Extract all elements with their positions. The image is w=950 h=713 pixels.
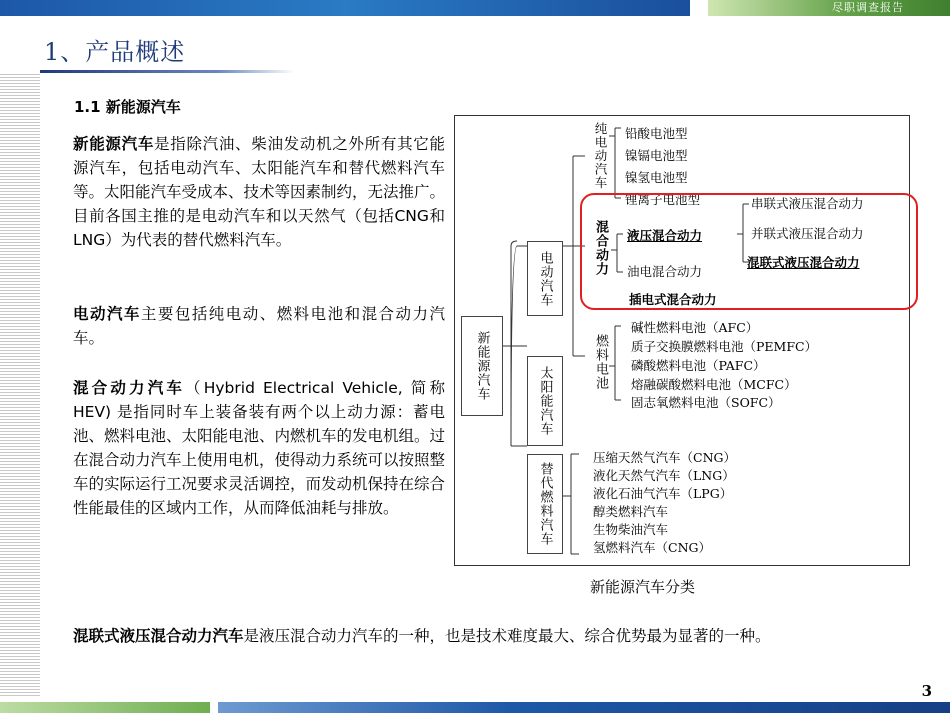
title-underline [40,70,295,73]
diagram-root-label: 新能源汽车 [474,331,490,401]
diagram-fuel-cell-item: 熔融碳酸燃料电池（MCFC） [631,377,797,392]
diagram-hydraulic-hybrid: 液压混合动力 [627,228,703,243]
diagram-root-box [461,316,503,416]
diagram-hybrid-label: 混合动力 [593,220,608,276]
diagram-node-label: 太阳能汽车 [537,366,553,436]
page-number: 3 [921,682,932,700]
diagram-hydraulic-item-highlight: 混联式液压混合动力 [747,255,860,270]
diagram-pure-ev-item: 镍氢电池型 [625,170,688,185]
hybrid-highlight-outline [580,193,918,310]
diagram-pure-ev-item: 锂离子电池型 [625,192,701,207]
footer-band-green [0,702,210,713]
paragraph-text: 主要包括纯电动、燃料电池和混合动力汽车。 [73,305,445,347]
paragraph-term: 混合动力汽车 [73,379,186,397]
diagram-pure-ev-label: 纯电动汽车 [593,122,608,190]
paragraph-text: 是指除汽油、柴油发动机之外所有其它能源汽车，包括电动汽车、太阳能汽车和替代燃料汽车等。太阳能汽车受成本、技术等因素制约，无法推广。目前各国主推的是电动汽车和以天然气（包括CNG和LNG）为代表的替代燃料汽车。 [73,135,446,249]
paragraph-term: 新能源汽车 [73,135,155,153]
page-title: 1、产品概述 [44,38,186,66]
header-band-blue [0,0,690,16]
diagram-node-label: 替代燃料汽车 [537,462,553,546]
section-heading: 1.1 新能源汽车 [74,98,181,116]
diagram-hydraulic-item: 并联式液压混合动力 [751,226,864,241]
footer-band-blue [218,702,950,713]
header-report-tag: 尽职调查报告 [832,1,904,14]
header-band [0,0,950,16]
left-decorative-stripes [0,74,40,698]
diagram-oil-electric-hybrid: 油电混合动力 [627,264,703,279]
diagram-node-ev [527,241,563,316]
diagram-fuel-cell-item: 固志氧燃料电池（SOFC） [631,395,781,410]
paragraph-new-energy [73,132,445,252]
diagram-pure-ev-item: 铅酸电池型 [625,126,688,141]
classification-diagram [454,115,910,566]
header-band-green [708,0,950,16]
paragraph-electric [73,302,445,350]
header-band-gap [690,0,708,16]
paragraph-hybrid [73,376,445,520]
diagram-fuel-cell-item: 质子交换膜燃料电池（PEMFC） [631,339,818,354]
diagram-pure-ev-item: 镍镉电池型 [625,148,688,163]
diagram-plugin-hybrid: 插电式混合动力 [629,292,717,307]
closing-text: 是液压混合动力汽车的一种，也是技术难度最大、综合优势最为显著的一种。 [243,627,771,645]
footer-band [0,702,950,713]
diagram-node-solar [527,356,563,446]
diagram-hydraulic-item: 串联式液压混合动力 [751,196,864,211]
diagram-fuel-cell-item: 磷酸燃料电池（PAFC） [631,358,766,373]
diagram-alt-fuel-item: 压缩天然气汽车（CNG） [593,450,736,465]
diagram-fuel-cell-item: 碱性燃料电池（AFC） [631,320,759,335]
diagram-alt-fuel-item: 生物柴油汽车 [593,522,669,537]
diagram-node-label: 电动汽车 [537,250,553,307]
paragraph-text: （Hybrid Electrical Vehicle, 简称HEV) 是指同时车上装备装有两个以上动力源：蓄电池、燃料电池、太阳能电池、内燃机车的发电机组。过在混合动力汽车上使用电机，使得动力系统可以按照整车的实际运行工况要求灵活调控，而发动机保持在综合性能最佳的区域内工作，从而降低油耗与排放。 [73,379,446,517]
diagram-caption: 新能源汽车分类 [590,578,696,596]
diagram-alt-fuel-item: 醇类燃料汽车 [593,504,669,519]
diagram-alt-fuel-item: 氢燃料汽车（CNG） [593,540,711,555]
diagram-fuel-cell-label: 燃料电池 [593,334,608,390]
diagram-node-alt-fuel [527,454,563,554]
diagram-alt-fuel-item: 液化天然气汽车（LNG） [593,468,735,483]
diagram-alt-fuel-item: 液化石油气汽车（LPG） [593,486,733,501]
closing-sentence [73,624,771,646]
paragraph-term: 电动汽车 [73,305,141,323]
closing-term: 混联式液压混合动力汽车 [73,627,244,645]
